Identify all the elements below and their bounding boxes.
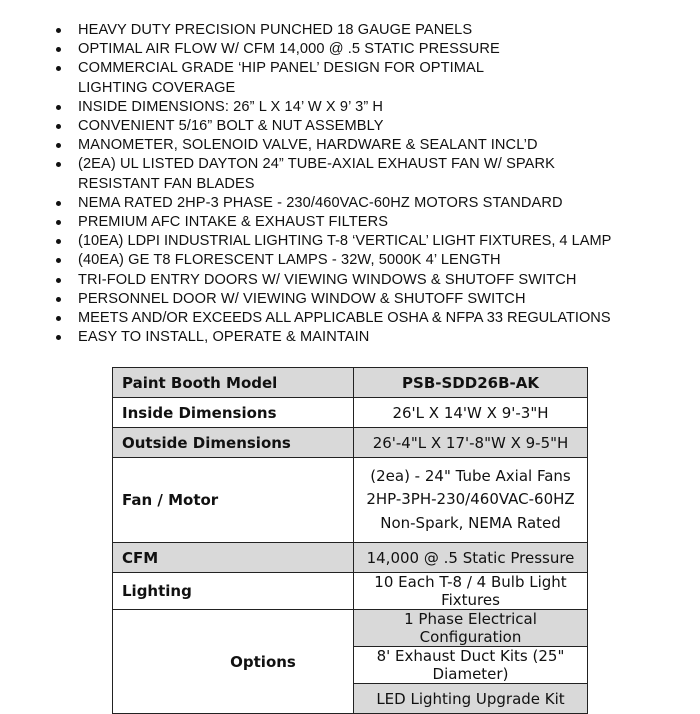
lighting-value: 10 Each T-8 / 4 Bulb Light Fixtures [354,573,588,610]
bullet-icon [56,105,61,110]
option-item: 8' Exhaust Duct Kits (25" Diameter) [354,647,588,684]
bullet-icon [56,335,61,340]
cfm-value: 14,000 @ .5 Static Pressure [354,543,588,573]
fan-line: Non-Spark, NEMA Rated [380,513,561,532]
outside-dimensions-label: Outside Dimensions [113,428,354,458]
fan-line: (2ea) - 24" Tube Axial Fans [370,466,571,485]
feature-item: (10EA) LDPI INDUSTRIAL LIGHTING T-8 ‘VERTICAL’ LIGHT FIXTURES, 4 LAMP [52,232,692,251]
feature-item: COMMERCIAL GRADE ‘HIP PANEL’ DESIGN FOR OPTIMAL LIGHTING COVERAGE [52,59,692,97]
table-row [113,428,588,458]
feature-item: MANOMETER, SOLENOID VALVE, HARDWARE & SEALANT INCL’D [52,136,692,155]
fan-line: 2HP-3PH-230/460VAC-60HZ [366,490,575,509]
feature-item: EASY TO INSTALL, OPERATE & MAINTAIN [52,328,692,347]
bullet-icon [56,239,61,244]
bullet-icon [56,278,61,283]
model-label: Paint Booth Model [113,368,354,398]
table-row [113,398,588,428]
bullet-icon [56,28,61,33]
table-row [113,543,588,573]
bullet-icon [56,316,61,321]
feature-list [52,21,692,347]
table-row [113,610,588,647]
outside-dimensions-value: 26'-4"L X 17'-8"W X 9-5"H [354,428,588,458]
feature-item: HEAVY DUTY PRECISION PUNCHED 18 GAUGE PANELS [52,21,692,40]
feature-item: NEMA RATED 2HP-3 PHASE - 230/460VAC-60HZ MOTORS STANDARD [52,194,692,213]
feature-item: (40EA) GE T8 FLORESCENT LAMPS - 32W, 5000K 4’ LENGTH [52,251,692,270]
option-item: 1 Phase Electrical Configuration [354,610,588,647]
bullet-icon [56,47,61,52]
table-row [113,458,588,543]
model-value: PSB-SDD26B-AK [354,368,588,398]
feature-item: MEETS AND/OR EXCEEDS ALL APPLICABLE OSHA & NFPA 33 REGULATIONS [52,309,692,328]
fan-motor-value [354,458,588,543]
lighting-label: Lighting [113,573,354,610]
spec-table [112,367,588,714]
bullet-icon [56,220,61,225]
bullet-icon [56,258,61,263]
cfm-label: CFM [113,543,354,573]
bullet-icon [56,124,61,129]
table-row [113,573,588,610]
feature-item: INSIDE DIMENSIONS: 26” L X 14’ W X 9’ 3” H [52,98,692,117]
bullet-icon [56,143,61,148]
bullet-icon [56,297,61,302]
feature-item: (2EA) UL LISTED DAYTON 24” TUBE-AXIAL EXHAUST FAN W/ SPARK RESISTANT FAN BLADES [52,155,692,193]
option-item: LED Lighting Upgrade Kit [354,684,588,714]
fan-motor-label: Fan / Motor [113,458,354,543]
inside-dimensions-label: Inside Dimensions [113,398,354,428]
inside-dimensions-value: 26'L X 14'W X 9'-3"H [354,398,588,428]
feature-item: CONVENIENT 5/16” BOLT & NUT ASSEMBLY [52,117,692,136]
feature-item: PREMIUM AFC INTAKE & EXHAUST FILTERS [52,213,692,232]
bullet-icon [56,66,61,71]
options-label: Options [113,610,354,714]
bullet-icon [56,162,61,167]
feature-item: OPTIMAL AIR FLOW W/ CFM 14,000 @ .5 STATIC PRESSURE [52,40,692,59]
table-row [113,368,588,398]
feature-item: PERSONNEL DOOR W/ VIEWING WINDOW & SHUTOFF SWITCH [52,290,692,309]
feature-item: TRI-FOLD ENTRY DOORS W/ VIEWING WINDOWS & SHUTOFF SWITCH [52,271,692,290]
bullet-icon [56,201,61,206]
